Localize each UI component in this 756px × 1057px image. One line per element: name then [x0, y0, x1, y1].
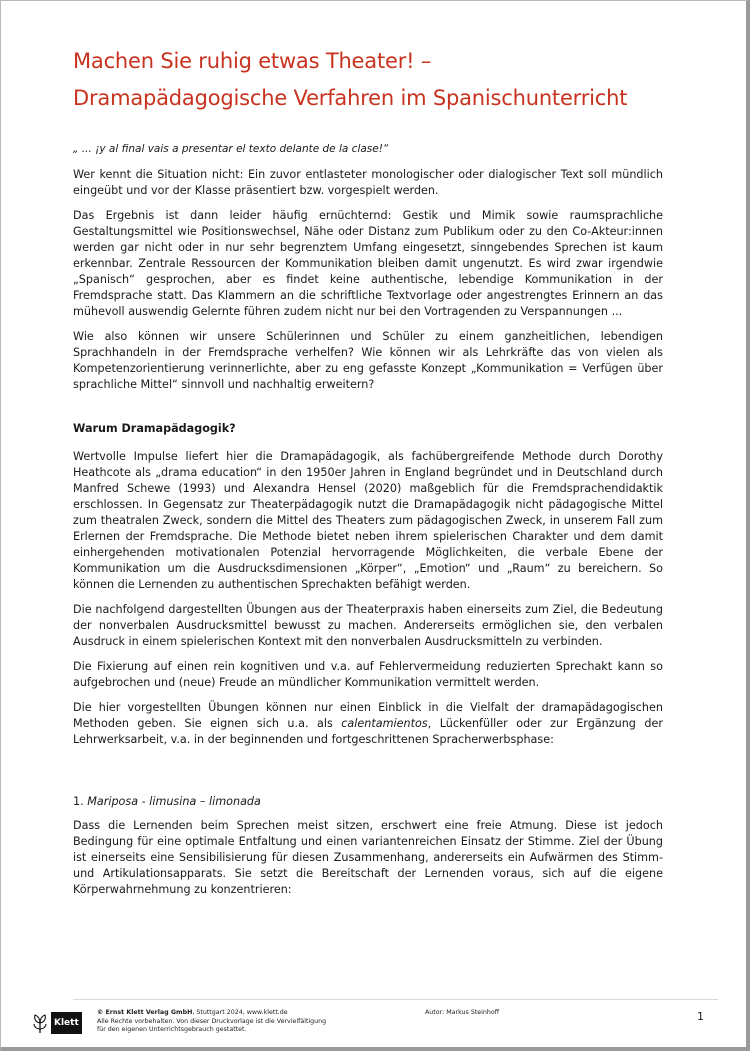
para4-text-start: Die hier vorgestellten Übungen können nur einen Einblick in die Vielfalt der dramapädagogischen Methoden geben. Sie eignen sich u.a. als	[73, 701, 663, 730]
intro-paragraph-2: Das Ergebnis ist dann leider häufig ernüchternd: Gestik und Mimik sowie raumsprachliche Gestaltungsmittel wie Positionswechsel, Nähe oder Distanz zum Publikum oder zu den Co-Akteur:innen werden gar nicht oder in nur sehr begrenztem Umfang eingesetzt, sinngebendes Sprechen ist kaum erkennbar. Zentrale Ressourcen der Kommunikation bleiben damit ungenutzt. Es wird zwar irgendwie „Spanisch“ gesprochen, aber es findet keine authentische, lebendige Kommunikation in der Fremdsprache statt. Das Klammern an die schriftliche Textvorlage oder angestrengtes Erinnern an das mühevoll auswendig Gelernte führen zudem nicht nur bei den Vortragenden zu Verspannungen ...	[73, 209, 663, 318]
document-title	[73, 43, 663, 117]
exercise-paragraph: Dass die Lernenden beim Sprechen meist sitzen, erschwert eine freie Atmung. Diese ist jedoch Bedingung für eine optimale Entfaltung und einen variantenreichen Einsatz der Stimme. Ziel der Übung ist einerseits eine Sensibilisierung für diesen Zusammenhang, andererseits ein Aufwärmen des Stimm- und Artikulationsapparats. Sie setzt die Bereitschaft der Lernenden voraus, sich auf die eigene Körperwahrnehmung zu konzentrieren:	[73, 819, 663, 896]
klett-logo-text: Klett	[51, 1012, 82, 1034]
title-line-2: Dramapädagogische Verfahren im Spanischunterricht	[73, 86, 628, 110]
intro-quote: „ ... ¡y al final vais a presentar el texto delante de la clase!“	[73, 143, 389, 155]
exercise-number: 1.	[73, 795, 88, 808]
main-paragraph-1: Wertvolle Impulse liefert hier die Dramapädagogik, als fachübergreifende Methode durch Dorothy Heathcote als „drama education“ in den 1950er Jahren in England begründet und in Deutschland durch Manfred Schewe (1993) und Alexandra Hensel (2020) maßgeblich für die Fremdsprachendidaktik erschlossen. In Gegensatz zur Theaterpädagogik nutzt die Dramapädagogik nicht pädagogische Mittel zum theatralen Zweck, sondern die Mittel des Theaters zum pädagogischen Zweck, in unserem Fall zum Erlernen der Fremdsprache. Die Methode bietet neben ihrem spielerischen Charakter und dem damit einhergehenden motivationalen Potenzial hervorragende Möglichkeiten, die verbale Ebene der Kommunikation um die Ausdrucksdimensionen „Körper“, „Emotion“ und „Raum“ zu bereichern. So können die Lernenden zu authentischen Sprechakten befähigt werden.	[73, 450, 663, 591]
intro-paragraph-3: Wie also können wir unsere Schülerinnen und Schüler zu einem ganzheitlichen, lebendigen Sprachhandeln in der Fremdsprache verhelfen? Wie können wir als Lehrkräfte das von vielen als Kompetenzorientierung verinnerlichte, aber zu eng gefasste Konzept „Kommunikation = Verfügen über sprachliche Mittel“ sinnvoll und nachhaltig erweitern?	[73, 330, 663, 391]
main-paragraph-2: Die nachfolgend dargestellten Übungen aus der Theaterpraxis haben einerseits zum Ziel, die Bedeutung der nonverbalen Ausdrucksmittel bewusst zu machen. Andererseits ermöglichen sie, den verbalen Ausdruck in einem spielerischen Kontext mit den nonverbalen Ausdrucksmitteln zu verbinden.	[73, 603, 663, 648]
author-credit: Autor: Markus Steinhoff	[425, 1009, 500, 1016]
main-paragraph-4	[73, 700, 663, 748]
klett-leaf-icon	[31, 1012, 49, 1034]
copyright-notice	[97, 1009, 367, 1035]
para4-italic-term: calentamientos	[341, 717, 428, 730]
klett-logo	[31, 1012, 82, 1034]
copyright-details: , Stuttgart 2024, www.klett.de	[192, 1009, 288, 1016]
exercise-title: Mariposa - limusina – limonada	[87, 795, 261, 808]
copyright-owner: © Ernst Klett Verlag GmbH	[97, 1009, 193, 1016]
intro-paragraph-1: Wer kennt die Situation nicht: Ein zuvor entlasteter monologischer oder dialogischer Text soll mündlich eingeübt und vor der Klasse präsentiert bzw. vorgespielt werden.	[73, 168, 663, 197]
exercise-heading	[73, 794, 663, 810]
para4-text-end: , Lückenfüller oder zur Ergänzung der Lehrwerksarbeit, v.a. in der beginnenden und fortgeschrittenen Spracherwerbsphase:	[73, 717, 663, 746]
main-paragraph-3: Die Fixierung auf einen rein kognitiven und v.a. auf Fehlervermeidung reduzierten Sprechakt kann so aufgebrochen und (neue) Freude an mündlicher Kommunikation vermittelt werden.	[73, 660, 663, 689]
rights-line-1: Alle Rechte vorbehalten. Von dieser Druckvorlage ist die Vervielfältigung	[97, 1017, 327, 1025]
page-footer	[54, 999, 718, 1034]
rights-line-2: für den eigenen Unterrichtsgebrauch gestattet.	[97, 1026, 247, 1034]
title-line-1: Machen Sie ruhig etwas Theater! –	[73, 49, 432, 73]
section-heading: Warum Dramapädagogik?	[73, 422, 236, 435]
page-number: 1	[697, 1010, 704, 1023]
page-content	[73, 43, 663, 907]
